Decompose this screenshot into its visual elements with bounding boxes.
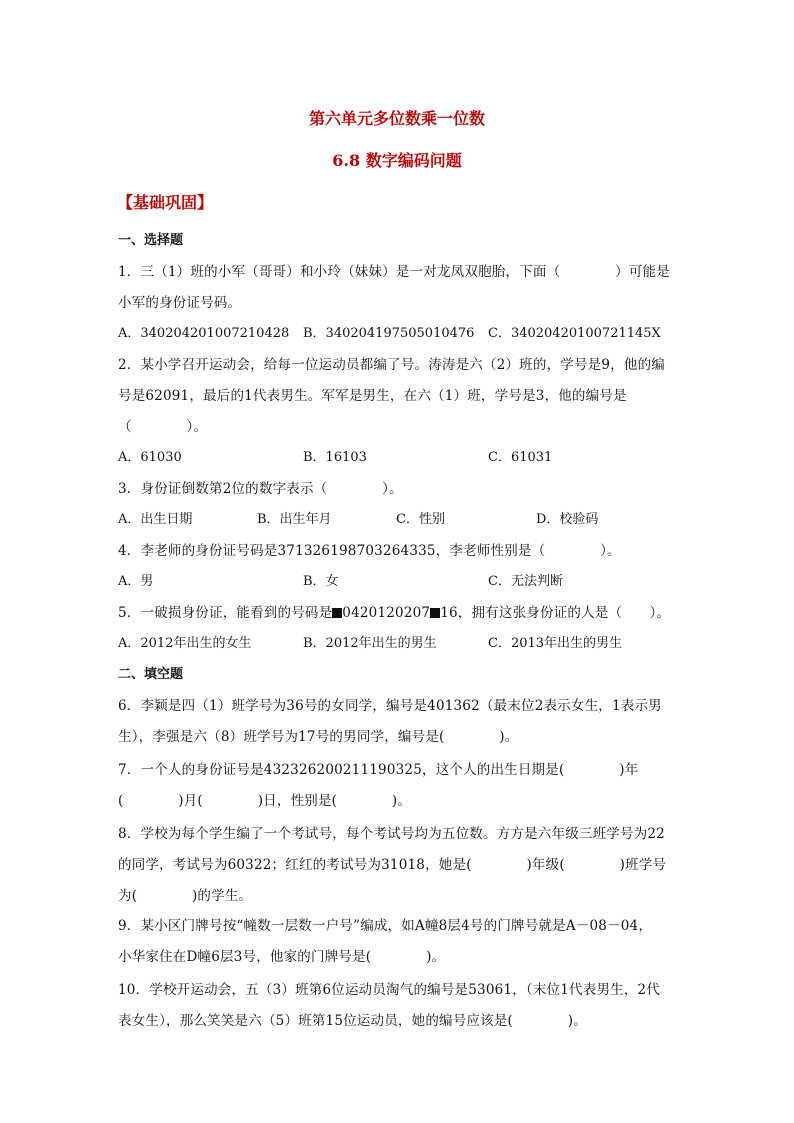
question-3-option-b: B．出生年月: [257, 512, 332, 527]
question-4-line-1: 4．李老师的身份证号码是371326198703264335，李老师性别是（ ）。: [118, 543, 621, 559]
question-3-option-c: C．性别: [396, 512, 445, 527]
question-2-option-a: A．61030: [118, 450, 182, 465]
question-1-option-a: A．340204201007210428: [118, 326, 290, 341]
question-5-option-b: B．2012年出生的男生: [303, 636, 437, 651]
part-heading-choice: 一、选择题: [118, 233, 184, 248]
question-1-option-b: B．340204197505010476: [303, 326, 475, 341]
question-5-suffix: 16，拥有这张身份证的人是（ ）。: [440, 605, 671, 621]
question-9-line-1: 9．某小区门牌号按“幢数一层数一户号”编成，如A幢8层4号的门牌号就是A－08－04，: [118, 918, 653, 934]
question-2-line-3: （ ）。: [118, 419, 208, 435]
question-8-line-1: 8．学校为每个学生编了一个考试号，每个考试号均为五位数。方方是六年级三班学号为22: [118, 826, 665, 842]
question-2-option-b: B．16103: [303, 450, 367, 465]
question-2-line-1: 2．某小学召开运动会，给每一位运动员都编了号。涛涛是六（2）班的，学号是9，他的编: [118, 357, 665, 373]
question-8-line-2: 的同学，考试号为60322；红红的考试号为31018，她是( )年级( )班学号: [118, 857, 667, 873]
question-1-option-c: C．34020420100721145X: [488, 326, 661, 341]
question-7-line-2: ( )月( )日，性别是( )。: [118, 793, 412, 809]
question-10-line-2: 表女生），那么笑笑是六（5）班第15位运动员，她的编号应该是( )。: [118, 1013, 587, 1029]
question-5-line-1: [118, 601, 670, 621]
question-4-option-a: A．男: [118, 574, 154, 589]
question-6-line-1: 6．李颖是四（1）班学号为36号的女同学，编号是401362（最末位2表示女生，1表示男: [118, 698, 662, 714]
question-5-middle: 0420120207: [342, 605, 431, 621]
question-1-line-2: 小军的身份证号码。: [118, 295, 242, 311]
question-3-option-a: A．出生日期: [118, 512, 193, 527]
question-5-option-a: A．2012年出生的女生: [118, 636, 252, 651]
lesson-title: 6.8 数字编码问题: [332, 151, 462, 170]
redacted-digit-block: [430, 608, 440, 618]
question-2-option-c: C．61031: [488, 450, 553, 465]
question-8-line-3: 为( )的学生。: [118, 888, 253, 904]
redacted-digit-block: [332, 608, 342, 618]
section-heading: 【基础巩固】: [117, 193, 214, 212]
question-4-option-c: C．无法判断: [488, 574, 563, 589]
question-2-line-2: 号是62091，最后的1代表男生。军军是男生，在六（1）班，学号是3，他的编号是: [118, 388, 627, 404]
part-heading-fill: 二、填空题: [118, 667, 184, 682]
unit-title: 第六单元多位数乘一位数: [308, 109, 485, 128]
question-6-line-2: 生），李强是六（8）班学号为17号的男同学，编号是( )。: [118, 729, 519, 745]
question-5-option-c: C．2013年出生的男生: [488, 636, 623, 651]
question-1-line-1: 1．三（1）班的小军（哥哥）和小玲（妹妹）是一对龙凤双胞胎，下面（ ）可能是: [118, 264, 670, 280]
question-9-line-2: 小华家住在D幢6层3号，他家的门牌号是( )。: [118, 949, 446, 965]
question-3-option-d: D．校验码: [536, 512, 599, 527]
question-4-option-b: B．女: [303, 574, 339, 589]
question-10-line-1: 10．学校开运动会，五（3）班第6位运动员淘气的编号是53061，（末位1代表男生，2代: [118, 982, 661, 998]
question-5-prefix: 5．一破损身份证，能看到的号码是: [118, 605, 333, 621]
question-7-line-1: 7．一个人的身份证号是432326200211190325，这个人的出生日期是( )年: [118, 762, 639, 778]
question-3-line-1: 3．身份证倒数第2位的数字表示（ ）。: [118, 481, 403, 497]
